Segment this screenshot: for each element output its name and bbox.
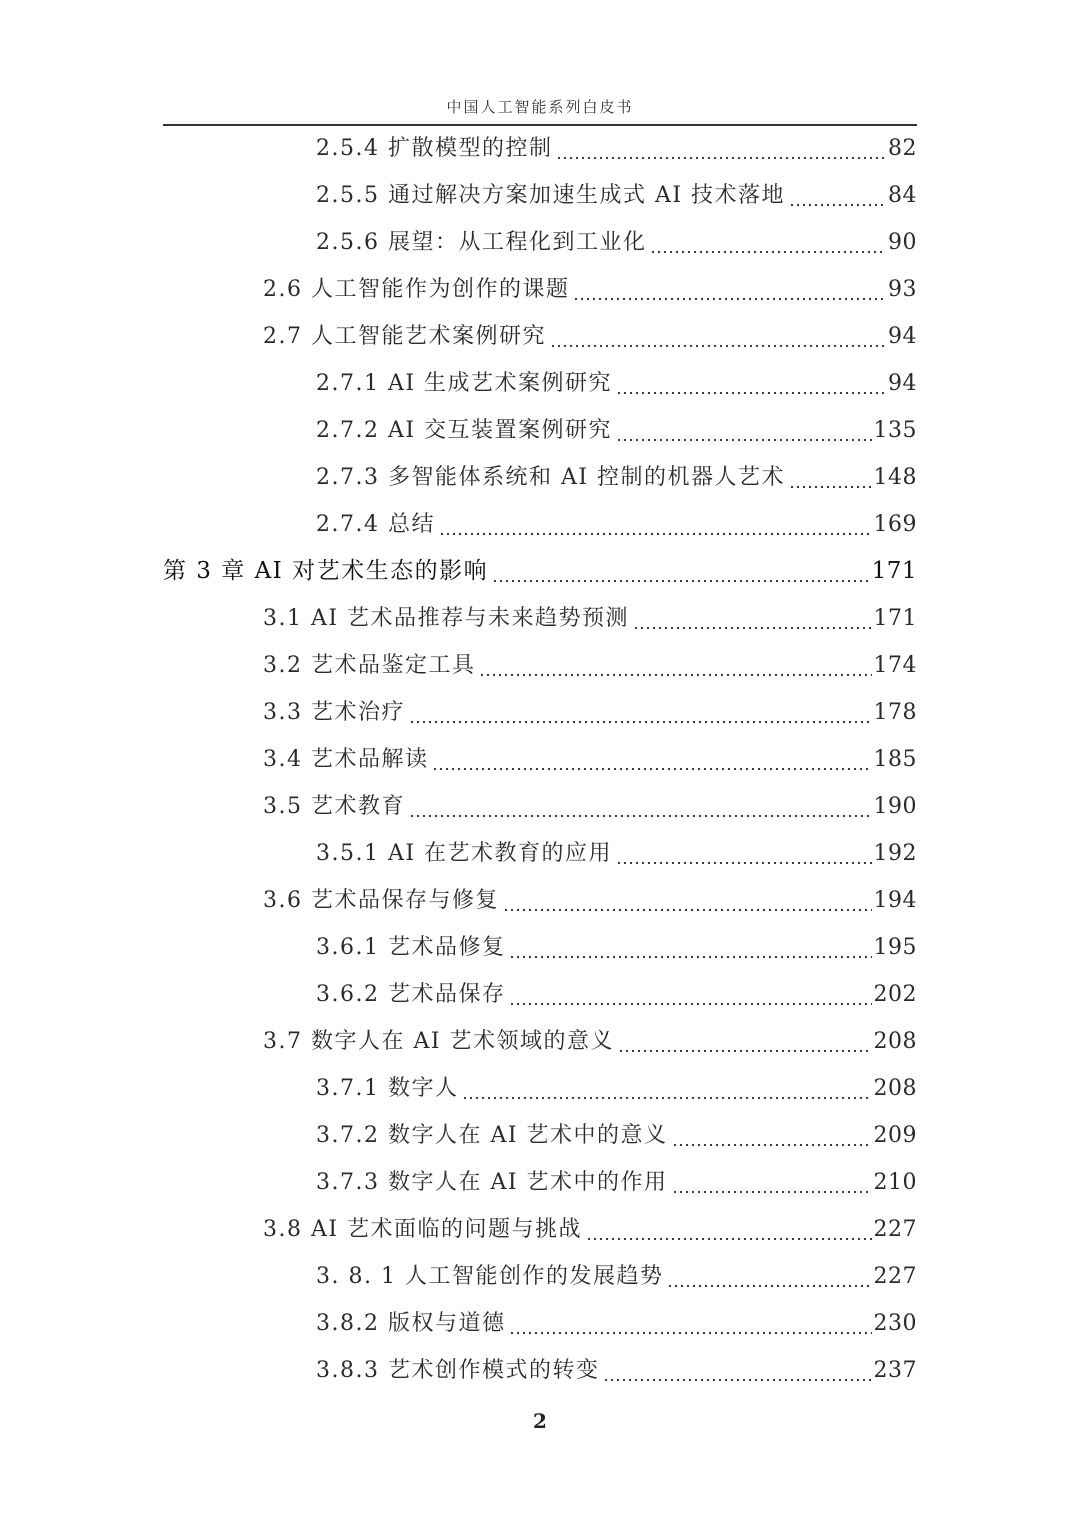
toc-entry-label: 3.6.2 艺术品保存 — [316, 981, 506, 1007]
toc-dot-leader — [633, 608, 871, 630]
toc-entry-label: 2.7 人工智能艺术案例研究 — [263, 323, 546, 349]
toc-entry-page: 227 — [873, 1263, 917, 1289]
toc-entry[interactable] — [263, 595, 917, 642]
toc-dot-leader — [616, 420, 871, 442]
toc-entry-label: 3.5.1 AI 在艺术教育的应用 — [316, 840, 613, 866]
toc-dot-leader — [573, 279, 886, 301]
toc-dot-leader — [479, 655, 871, 677]
toc-entry-label: 2.7.2 AI 交互装置案例研究 — [316, 417, 613, 443]
toc-entry-page: 210 — [873, 1169, 917, 1195]
toc-entry-page: 192 — [873, 840, 917, 866]
toc-entry-page: 237 — [873, 1357, 917, 1383]
toc-entry[interactable] — [263, 783, 917, 830]
toc-entry[interactable] — [316, 1300, 917, 1347]
toc-dot-leader — [509, 984, 871, 1006]
toc-dot-leader — [667, 1266, 871, 1288]
toc-dot-leader — [672, 1125, 872, 1147]
toc-entry[interactable] — [316, 501, 917, 548]
toc-dot-leader — [432, 749, 871, 771]
toc-entry-label: 2.7.1 AI 生成艺术案例研究 — [316, 370, 613, 396]
toc-dot-leader — [509, 937, 871, 959]
toc-entry-label: 3. 8. 1 人工智能创作的发展趋势 — [316, 1263, 664, 1289]
toc-entry-label: 3.7.1 数字人 — [316, 1075, 459, 1101]
toc-entry-page: 94 — [888, 323, 917, 349]
toc-entry-page: 84 — [888, 182, 917, 208]
toc-entry[interactable] — [263, 877, 917, 924]
toc-dot-leader — [586, 1219, 871, 1241]
toc-dot-leader — [789, 467, 871, 489]
toc-entry-label: 3.8.3 艺术创作模式的转变 — [316, 1357, 600, 1383]
toc-entry-page: 169 — [873, 511, 917, 537]
toc-dot-leader — [409, 702, 872, 724]
toc-entry-page: 171 — [871, 558, 917, 584]
toc-entry-label: 2.6 人工智能作为创作的课题 — [263, 276, 570, 302]
toc-entry[interactable] — [316, 971, 917, 1018]
toc-entry-label: 3.8.2 版权与道德 — [316, 1310, 506, 1336]
toc-entry-page: 209 — [873, 1122, 917, 1148]
toc-entry[interactable] — [316, 219, 917, 266]
toc-entry[interactable] — [316, 454, 917, 501]
toc-dot-leader — [618, 1031, 871, 1053]
toc-entry[interactable] — [316, 1253, 917, 1300]
toc-entry-page: 230 — [873, 1310, 917, 1336]
toc-entry-page: 195 — [873, 934, 917, 960]
toc-entry-page: 174 — [873, 652, 917, 678]
toc-entry[interactable] — [163, 548, 917, 595]
toc-entry-label: 3.5 艺术教育 — [263, 793, 405, 819]
toc-entry-label: 2.5.6 展望：从工程化到工业化 — [316, 229, 647, 255]
toc-entry-page: 208 — [873, 1075, 917, 1101]
toc-entry[interactable] — [316, 125, 917, 172]
toc-dot-leader — [616, 373, 886, 395]
toc-dot-leader — [672, 1172, 872, 1194]
toc-entry[interactable] — [263, 642, 917, 689]
toc-entry-page: 185 — [873, 746, 917, 772]
toc-dot-leader — [556, 138, 886, 160]
toc-entry[interactable] — [316, 1159, 917, 1206]
toc-entry[interactable] — [263, 736, 917, 783]
toc-entry[interactable] — [316, 360, 917, 407]
toc-entry-label: 3.8 AI 艺术面临的问题与挑战 — [263, 1216, 583, 1242]
toc-entry[interactable] — [263, 1018, 917, 1065]
toc-entry-page: 90 — [888, 229, 917, 255]
toc-entry-label: 3.4 艺术品解读 — [263, 746, 429, 772]
toc-entry-label: 3.7.2 数字人在 AI 艺术中的意义 — [316, 1122, 668, 1148]
toc-entry-page: 178 — [873, 699, 917, 725]
toc-entry-label: 2.5.5 通过解决方案加速生成式 AI 技术落地 — [316, 182, 786, 208]
toc-entry[interactable] — [263, 1206, 917, 1253]
toc-entry[interactable] — [316, 407, 917, 454]
toc-entry-page: 171 — [873, 605, 917, 631]
toc-dot-leader — [789, 185, 886, 207]
toc-entry[interactable] — [316, 172, 917, 219]
toc-entry[interactable] — [263, 689, 917, 736]
toc-entry-label: 2.5.4 扩散模型的控制 — [316, 135, 553, 161]
toc-entry-label: 3.3 艺术治疗 — [263, 699, 405, 725]
page-header-title: 中国人工智能系列白皮书 — [446, 98, 634, 116]
toc-entry-page: 135 — [873, 417, 917, 443]
toc-entry[interactable] — [316, 1347, 917, 1394]
toc-entry-label: 2.7.3 多智能体系统和 AI 控制的机器人艺术 — [316, 464, 786, 490]
toc-entry-label: 第 3 章 AI 对艺术生态的影响 — [163, 558, 489, 584]
toc-dot-leader — [603, 1360, 871, 1382]
toc-entry-page: 82 — [888, 135, 917, 161]
toc-dot-leader — [650, 232, 886, 254]
toc-entry-label: 3.7.3 数字人在 AI 艺术中的作用 — [316, 1169, 668, 1195]
toc-entry-label: 3.7 数字人在 AI 艺术领域的意义 — [263, 1028, 615, 1054]
toc-entry-page: 227 — [873, 1216, 917, 1242]
toc-entry-page: 202 — [873, 981, 917, 1007]
toc-dot-leader — [492, 561, 870, 583]
toc-entry[interactable] — [263, 266, 917, 313]
toc-entry-page: 94 — [888, 370, 917, 396]
toc-dot-leader — [462, 1078, 871, 1100]
toc-entry-label: 2.7.4 总结 — [316, 511, 435, 537]
toc-entry-page: 148 — [873, 464, 917, 490]
toc-dot-leader — [616, 843, 871, 865]
toc-entry-page: 93 — [888, 276, 917, 302]
toc-entry[interactable] — [263, 313, 917, 360]
toc-entry-page: 194 — [873, 887, 917, 913]
toc-entry-page: 208 — [873, 1028, 917, 1054]
toc-dot-leader — [550, 326, 886, 348]
toc-dot-leader — [409, 796, 872, 818]
page-number: 2 — [533, 1409, 547, 1433]
toc-entry-label: 3.1 AI 艺术品推荐与未来趋势预测 — [263, 605, 630, 631]
toc-entry-label: 3.6.1 艺术品修复 — [316, 934, 506, 960]
toc-entry-label: 3.2 艺术品鉴定工具 — [263, 652, 476, 678]
toc-entry-page: 190 — [873, 793, 917, 819]
toc-dot-leader — [503, 890, 872, 912]
toc-entry[interactable] — [316, 1065, 917, 1112]
toc-entry[interactable] — [316, 1112, 917, 1159]
toc-entry[interactable] — [316, 830, 917, 877]
toc-dot-leader — [509, 1313, 871, 1335]
toc-entry[interactable] — [316, 924, 917, 971]
toc-entry-label: 3.6 艺术品保存与修复 — [263, 887, 499, 913]
toc-dot-leader — [439, 514, 872, 536]
